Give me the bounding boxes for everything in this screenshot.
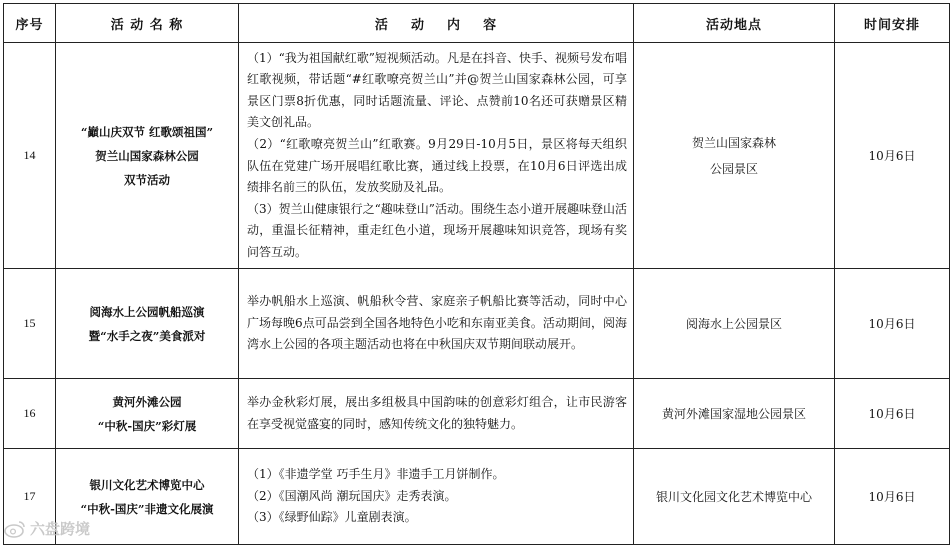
- table-row: [4, 43, 950, 269]
- location-line: 黄河外滩国家湿地公园景区: [661, 406, 806, 421]
- content-paragraph: （2）《国潮风尚 潮玩国庆》走秀表演。: [247, 488, 457, 503]
- content-paragraph: （2）“红歌嘹亮贺兰山”红歌赛。9月29日-10月5日，景区将每天组织队伍在党建广场开展唱红歌比赛，通过线上投票，在10月6日评选出成绩排名前三的队伍，发放奖励及礼品。: [247, 136, 627, 195]
- content-paragraph: （1）“我为祖国献红歌”短视频活动。凡是在抖音、快手、视频号发布唱红歌视频，带话题“#红歌嘹亮贺兰山”并@贺兰山国家森林公园，可享景区门票8折优惠，同时话题流量、评论、点赞前10名还可获赠景区精美文创礼品。: [247, 50, 627, 130]
- header-time: 时间安排: [835, 4, 950, 43]
- location-line: 公园景区: [709, 161, 758, 176]
- activity-name-line: 双节活动: [124, 172, 170, 187]
- watermark: [4, 518, 90, 539]
- activity-content: [239, 379, 634, 449]
- activity-location: [634, 449, 835, 545]
- row-number: 16: [4, 379, 56, 449]
- activity-time: 10月6日: [835, 379, 950, 449]
- watermark-text: 六盘跨境: [30, 520, 91, 538]
- activity-content: [239, 43, 634, 269]
- activity-name-line: 阅海水上公园帆船巡演: [89, 304, 205, 319]
- header-row: [4, 4, 950, 43]
- activity-time: 10月6日: [835, 269, 950, 379]
- activity-location: [634, 379, 835, 449]
- content-paragraph: （3）贺兰山健康银行之“趣味登山”活动。围绕生态小道开展趣味登山活动，重温长征精神，重走红色小道，现场开展趣味知识竞答，现场有奖问答互动。: [247, 201, 627, 259]
- activity-time: 10月6日: [835, 43, 950, 269]
- content-paragraph: （1）《非遗学堂 巧手生月》非遗手工月饼制作。: [247, 467, 505, 482]
- activity-name-line: “中秋-国庆”彩灯展: [97, 418, 197, 433]
- row-number: 14: [4, 43, 56, 269]
- activity-location: [634, 43, 835, 269]
- location-line: 贺兰山国家森林: [691, 135, 776, 150]
- content-paragraph: 举办金秋彩灯展，展出多组极具中国韵味的创意彩灯组合，让市民游客在享受视觉盛宴的同时，感知传统文化的独特魅力。: [247, 394, 627, 431]
- activity-name: [56, 43, 239, 269]
- activity-name-line: 暨“水手之夜”美食派对: [88, 328, 206, 343]
- row-number: 17: [4, 449, 56, 545]
- activity-content: [239, 269, 634, 379]
- header-no: 序号: [4, 4, 56, 43]
- activity-location: [634, 269, 835, 379]
- header-content: 活 动 内 容: [239, 4, 634, 43]
- table-row: [4, 379, 950, 449]
- location-line: 银川文化园文化艺术博览中心: [655, 489, 812, 504]
- activity-name-line: “中秋-国庆”非遗文化展演: [80, 501, 214, 516]
- weibo-logo-icon: [4, 520, 26, 538]
- activity-name: [56, 269, 239, 379]
- row-number: 15: [4, 269, 56, 379]
- activity-name-line: 黄河外滩公园: [112, 394, 182, 409]
- activity-name: [56, 379, 239, 449]
- header-name: 活 动 名 称: [56, 4, 239, 43]
- activity-content: [239, 449, 634, 545]
- table-row: [4, 449, 950, 545]
- content-paragraph: 举办帆船水上巡演、帆船秋令营、家庭亲子帆船比赛等活动，同时中心广场每晚6点可品尝到全国各地特色小吃和东南亚美食。活动期间，阅海湾水上公园的各项主题活动也将在中秋国庆双节期间联动展开。: [247, 294, 627, 352]
- activity-table: [3, 3, 950, 545]
- activity-name-line: 银川文化艺术博览中心: [89, 477, 205, 492]
- table-row: [4, 269, 950, 379]
- activity-name-line: 贺兰山国家森林公园: [95, 148, 199, 163]
- header-location: 活动地点: [634, 4, 835, 43]
- activity-name-line: “巓山庆双节 红歌颂祖国”: [80, 124, 214, 139]
- activity-time: 10月6日: [835, 449, 950, 545]
- content-paragraph: （3）《绿野仙踪》儿童剧表演。: [247, 510, 417, 525]
- location-line: 阅海水上公园景区: [685, 316, 782, 331]
